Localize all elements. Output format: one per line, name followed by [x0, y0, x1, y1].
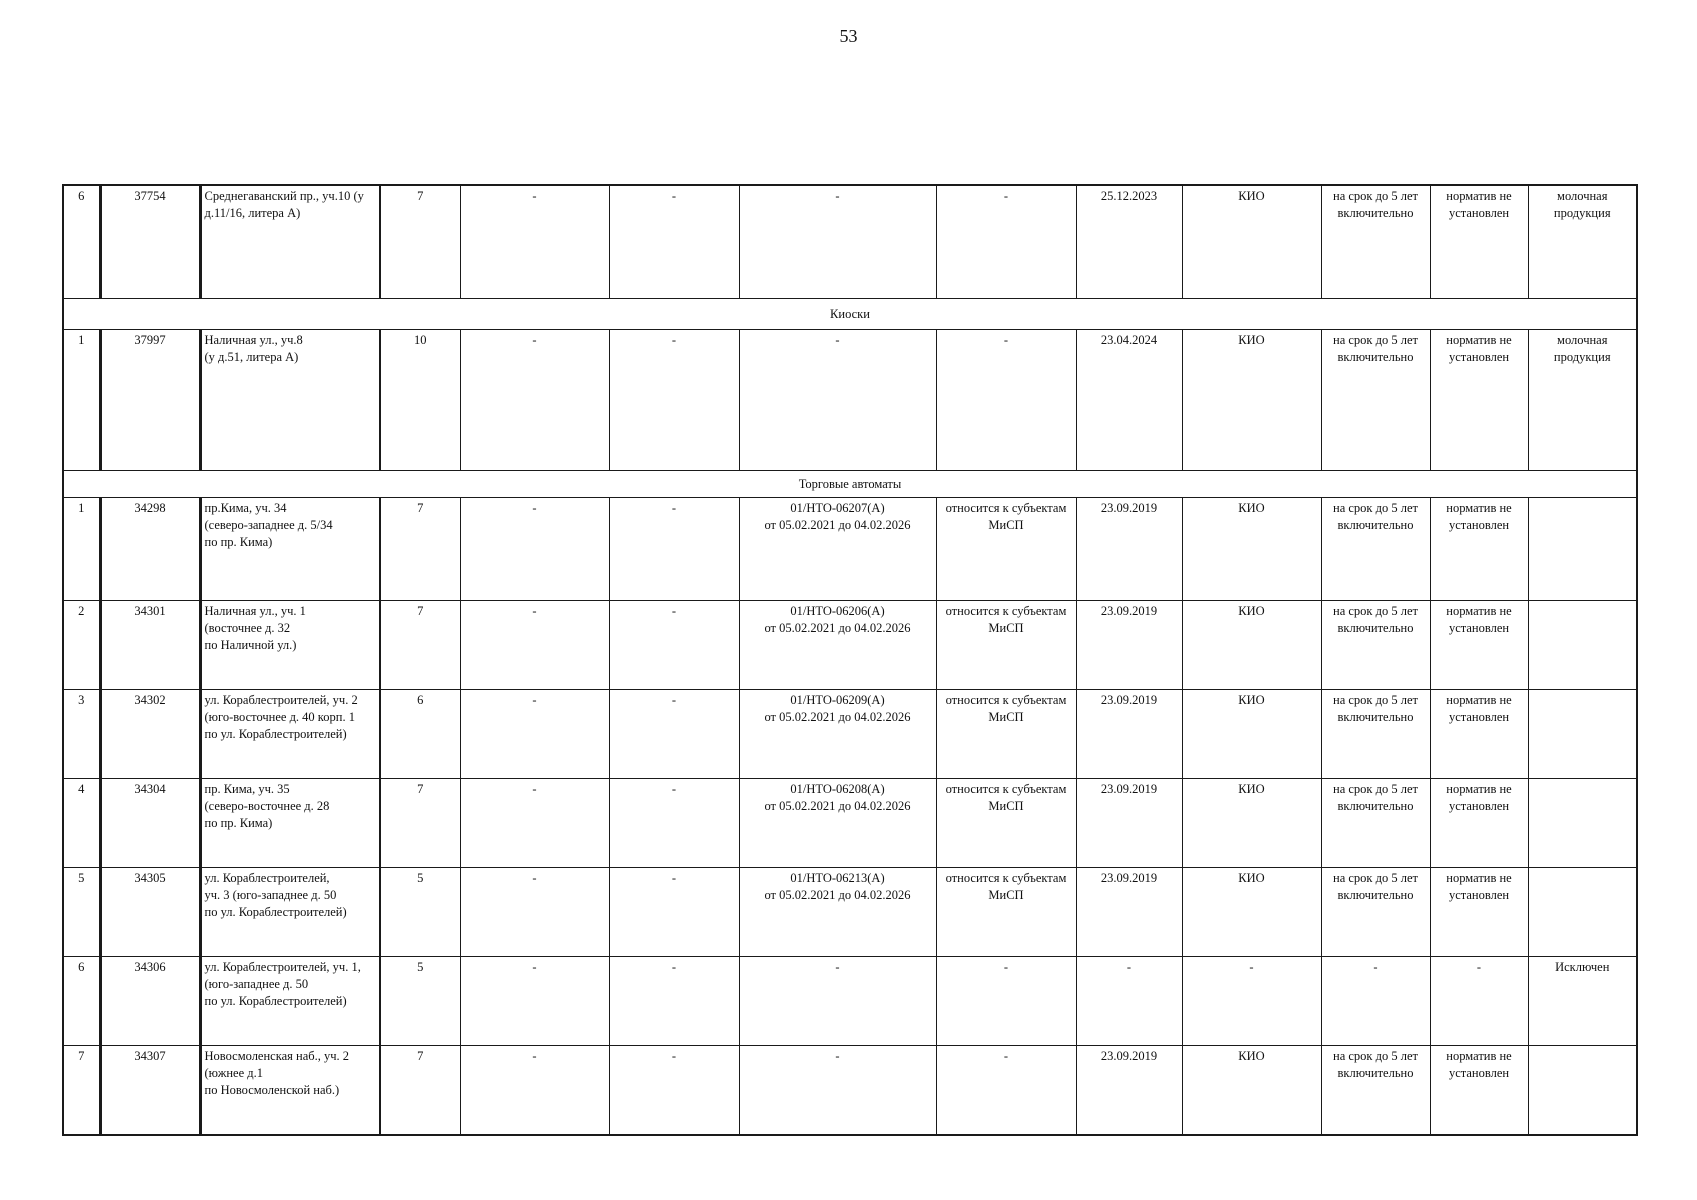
table-row	[63, 498, 1637, 601]
status-cell: -	[936, 1046, 1076, 1136]
row-number-cell: 6	[63, 957, 100, 1046]
row-number-cell: 6	[63, 185, 100, 299]
date-cell: 23.09.2019	[1076, 690, 1182, 779]
norm-cell: норматив не установлен	[1430, 498, 1528, 601]
dash-cell: -	[460, 779, 609, 868]
organization-cell: КИО	[1182, 330, 1321, 471]
area-cell: 7	[380, 498, 460, 601]
contract-cell: 01/НТО-06208(А) от 05.02.2021 до 04.02.2026	[739, 779, 936, 868]
date-cell: 25.12.2023	[1076, 185, 1182, 299]
term-cell: на срок до 5 лет включительно	[1321, 779, 1430, 868]
norm-cell: норматив не установлен	[1430, 330, 1528, 471]
organization-cell: КИО	[1182, 1046, 1321, 1136]
table-row	[63, 690, 1637, 779]
term-cell: на срок до 5 лет включительно	[1321, 330, 1430, 471]
organization-cell: КИО	[1182, 690, 1321, 779]
object-id-cell: 37754	[100, 185, 200, 299]
object-id-cell: 34307	[100, 1046, 200, 1136]
status-cell: относится к субъектам МиСП	[936, 868, 1076, 957]
norm-cell: норматив не установлен	[1430, 1046, 1528, 1136]
address-cell: Среднегаванский пр., уч.10 (у д.11/16, литера А)	[200, 185, 380, 299]
page-number: 53	[839, 26, 858, 46]
contract-cell: -	[739, 957, 936, 1046]
area-cell: 10	[380, 330, 460, 471]
term-cell: на срок до 5 лет включительно	[1321, 690, 1430, 779]
dash-cell: -	[460, 1046, 609, 1136]
date-cell: 23.09.2019	[1076, 601, 1182, 690]
dash-cell: -	[609, 498, 739, 601]
table-row	[63, 601, 1637, 690]
section-title: Торговые автоматы	[63, 471, 1637, 498]
section-header-row	[63, 471, 1637, 498]
contract-cell: 01/НТО-06207(А) от 05.02.2021 до 04.02.2026	[739, 498, 936, 601]
dash-cell: -	[609, 1046, 739, 1136]
dash-cell: -	[609, 957, 739, 1046]
organization-cell: КИО	[1182, 868, 1321, 957]
table-row	[63, 185, 1637, 299]
organization-cell: -	[1182, 957, 1321, 1046]
table-row	[63, 868, 1637, 957]
note-cell	[1528, 1046, 1637, 1136]
status-cell: относится к субъектам МиСП	[936, 779, 1076, 868]
term-cell: на срок до 5 лет включительно	[1321, 868, 1430, 957]
contract-cell: -	[739, 185, 936, 299]
status-cell: -	[936, 185, 1076, 299]
row-number-cell: 4	[63, 779, 100, 868]
dash-cell: -	[460, 330, 609, 471]
dash-cell: -	[609, 690, 739, 779]
address-cell: ул. Кораблестроителей, уч. 1, (юго-западнее д. 50 по ул. Кораблестроителей)	[200, 957, 380, 1046]
address-cell: ул. Кораблестроителей, уч. 2 (юго-восточнее д. 40 корп. 1 по ул. Кораблестроителей)	[200, 690, 380, 779]
status-cell: -	[936, 957, 1076, 1046]
table-row	[63, 1046, 1637, 1136]
address-cell: ул. Кораблестроителей, уч. 3 (юго-западнее д. 50 по ул. Кораблестроителей)	[200, 868, 380, 957]
contract-cell: -	[739, 330, 936, 471]
term-cell: на срок до 5 лет включительно	[1321, 1046, 1430, 1136]
dash-cell: -	[460, 690, 609, 779]
section-header-row	[63, 299, 1637, 330]
norm-cell: норматив не установлен	[1430, 779, 1528, 868]
table-row	[63, 957, 1637, 1046]
date-cell: 23.09.2019	[1076, 868, 1182, 957]
norm-cell: норматив не установлен	[1430, 185, 1528, 299]
date-cell: 23.04.2024	[1076, 330, 1182, 471]
term-cell: на срок до 5 лет включительно	[1321, 185, 1430, 299]
dash-cell: -	[609, 601, 739, 690]
term-cell: -	[1321, 957, 1430, 1046]
organization-cell: КИО	[1182, 185, 1321, 299]
object-id-cell: 34298	[100, 498, 200, 601]
organization-cell: КИО	[1182, 498, 1321, 601]
status-cell: -	[936, 330, 1076, 471]
dash-cell: -	[609, 779, 739, 868]
note-cell	[1528, 498, 1637, 601]
table-row	[63, 330, 1637, 471]
status-cell: относится к субъектам МиСП	[936, 601, 1076, 690]
dash-cell: -	[460, 185, 609, 299]
organization-cell: КИО	[1182, 601, 1321, 690]
dash-cell: -	[460, 957, 609, 1046]
object-id-cell: 37997	[100, 330, 200, 471]
norm-cell: -	[1430, 957, 1528, 1046]
note-cell	[1528, 779, 1637, 868]
row-number-cell: 3	[63, 690, 100, 779]
note-cell	[1528, 868, 1637, 957]
contract-cell: 01/НТО-06206(А) от 05.02.2021 до 04.02.2026	[739, 601, 936, 690]
area-cell: 7	[380, 1046, 460, 1136]
dash-cell: -	[609, 185, 739, 299]
address-cell: Наличная ул., уч. 1 (восточнее д. 32 по Наличной ул.)	[200, 601, 380, 690]
row-number-cell: 1	[63, 498, 100, 601]
row-number-cell: 7	[63, 1046, 100, 1136]
contract-cell: 01/НТО-06213(А) от 05.02.2021 до 04.02.2026	[739, 868, 936, 957]
term-cell: на срок до 5 лет включительно	[1321, 601, 1430, 690]
object-id-cell: 34305	[100, 868, 200, 957]
object-id-cell: 34302	[100, 690, 200, 779]
contract-cell: -	[739, 1046, 936, 1136]
dash-cell: -	[609, 868, 739, 957]
table-body	[63, 185, 1637, 1135]
term-cell: на срок до 5 лет включительно	[1321, 498, 1430, 601]
area-cell: 5	[380, 957, 460, 1046]
norm-cell: норматив не установлен	[1430, 601, 1528, 690]
date-cell: -	[1076, 957, 1182, 1046]
date-cell: 23.09.2019	[1076, 498, 1182, 601]
address-cell: Новосмоленская наб., уч. 2 (южнее д.1 по Новосмоленской наб.)	[200, 1046, 380, 1136]
address-cell: Наличная ул., уч.8 (у д.51, литера А)	[200, 330, 380, 471]
row-number-cell: 5	[63, 868, 100, 957]
area-cell: 6	[380, 690, 460, 779]
organization-cell: КИО	[1182, 779, 1321, 868]
note-cell: молочная продукция	[1528, 185, 1637, 299]
address-cell: пр. Кима, уч. 35 (северо-восточнее д. 28 по пр. Кима)	[200, 779, 380, 868]
note-cell	[1528, 601, 1637, 690]
date-cell: 23.09.2019	[1076, 1046, 1182, 1136]
contract-cell: 01/НТО-06209(А) от 05.02.2021 до 04.02.2026	[739, 690, 936, 779]
note-cell	[1528, 690, 1637, 779]
note-cell: молочная продукция	[1528, 330, 1637, 471]
table-row	[63, 779, 1637, 868]
dash-cell: -	[609, 330, 739, 471]
dash-cell: -	[460, 498, 609, 601]
status-cell: относится к субъектам МиСП	[936, 690, 1076, 779]
norm-cell: норматив не установлен	[1430, 868, 1528, 957]
note-cell: Исключен	[1528, 957, 1637, 1046]
object-id-cell: 34301	[100, 601, 200, 690]
row-number-cell: 2	[63, 601, 100, 690]
area-cell: 7	[380, 185, 460, 299]
area-cell: 7	[380, 601, 460, 690]
nto-register-table	[62, 184, 1638, 1136]
object-id-cell: 34306	[100, 957, 200, 1046]
section-title: Киоски	[63, 299, 1637, 330]
norm-cell: норматив не установлен	[1430, 690, 1528, 779]
dash-cell: -	[460, 868, 609, 957]
date-cell: 23.09.2019	[1076, 779, 1182, 868]
row-number-cell: 1	[63, 330, 100, 471]
object-id-cell: 34304	[100, 779, 200, 868]
address-cell: пр.Кима, уч. 34 (северо-западнее д. 5/34 по пр. Кима)	[200, 498, 380, 601]
dash-cell: -	[460, 601, 609, 690]
area-cell: 5	[380, 868, 460, 957]
area-cell: 7	[380, 779, 460, 868]
status-cell: относится к субъектам МиСП	[936, 498, 1076, 601]
